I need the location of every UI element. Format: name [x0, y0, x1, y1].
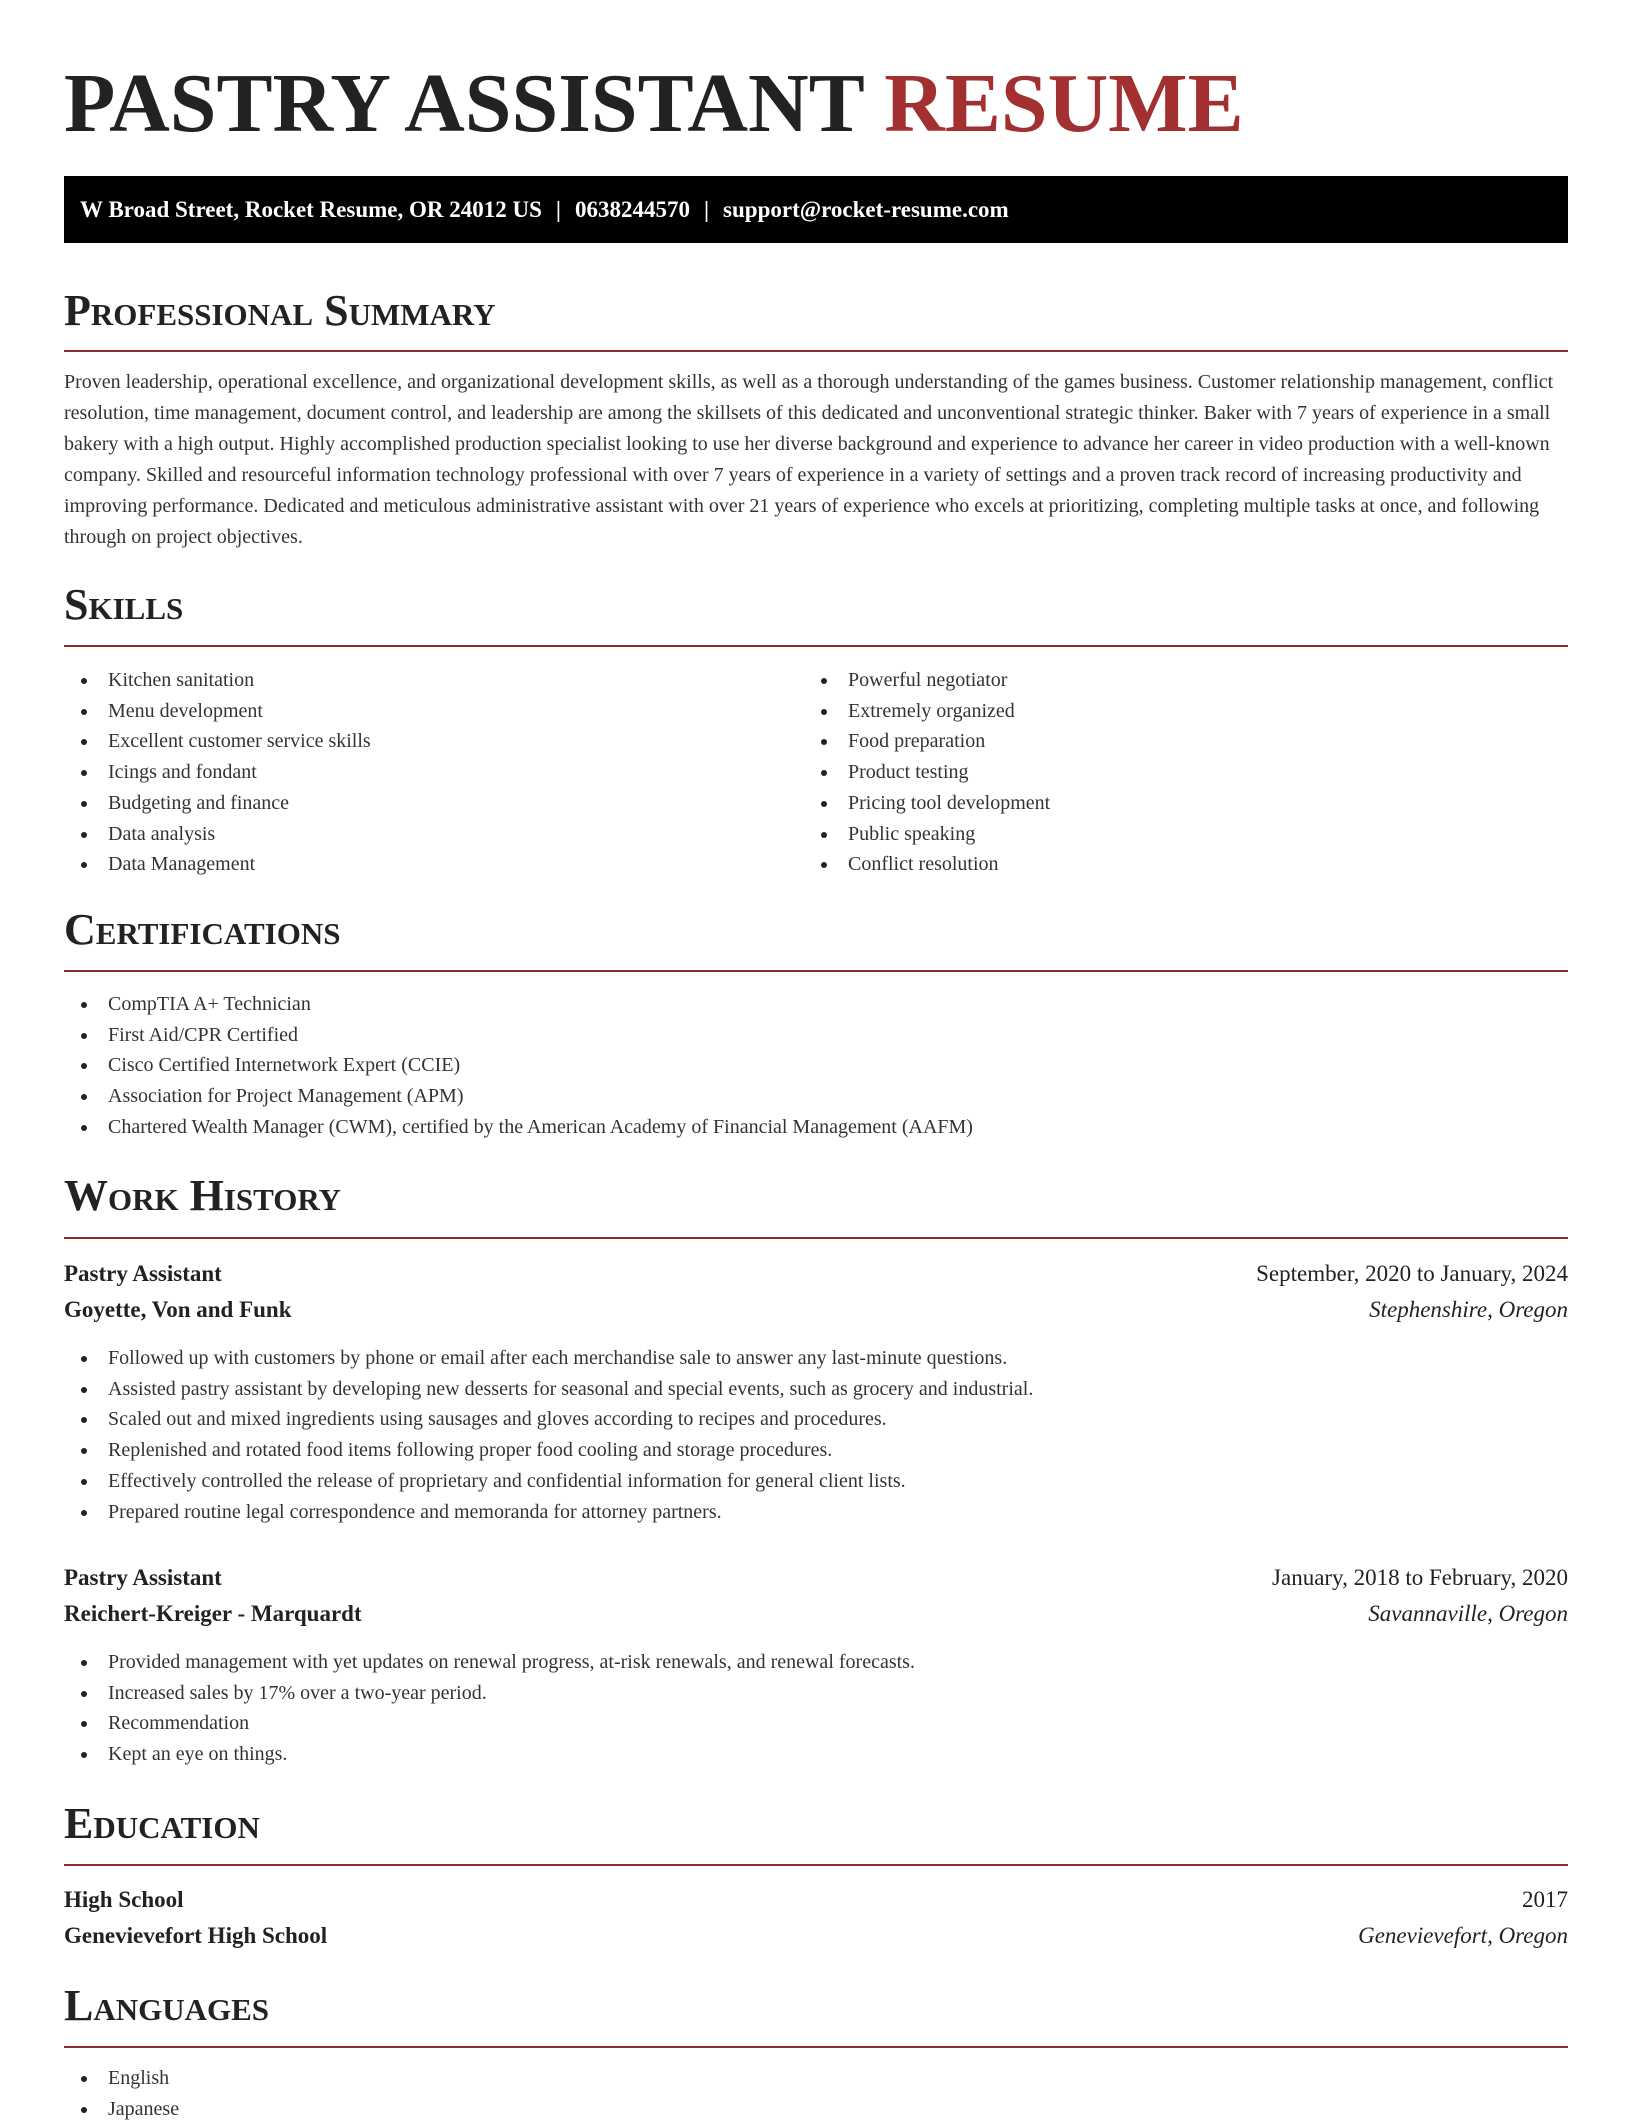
resume-title: [64, 56, 1244, 152]
title-main: PASTRY ASSISTANT: [64, 57, 864, 150]
job-subheader: [64, 1596, 1568, 1632]
job-duty: Effectively controlled the release of proprietary and confidential information for general client lists.: [64, 1466, 1568, 1497]
skill-item: Product testing: [804, 757, 1568, 788]
skills-heading: Skills: [64, 580, 184, 629]
job-duty: Recommendation: [64, 1708, 1568, 1739]
job-duty: Provided management with yet updates on renewal progress, at-risk renewals, and renewal forecasts.: [64, 1647, 1568, 1678]
title-accent: RESUME: [884, 57, 1244, 150]
job-duty: Prepared routine legal correspondence and memoranda for attorney partners.: [64, 1497, 1568, 1528]
skill-item: Menu development: [64, 696, 804, 727]
skills-list-left: [64, 665, 804, 880]
skill-item: Food preparation: [804, 726, 1568, 757]
contact-address: W Broad Street, Rocket Resume, OR 24012 US: [80, 197, 542, 222]
language-item: Japanese: [64, 2094, 1568, 2124]
job-header: [64, 1256, 1568, 1292]
contact-bar: [64, 176, 1568, 243]
education-heading: Education: [64, 1799, 260, 1848]
job-dates: January, 2018 to February, 2020: [1272, 1565, 1568, 1590]
section-divider: [64, 645, 1568, 647]
education-year: 2017: [1522, 1887, 1568, 1912]
education-degree: High School: [64, 1887, 184, 1912]
certification-item: CompTIA A+ Technician: [64, 989, 1568, 1020]
certifications-list: [64, 989, 1568, 1143]
summary-heading: Professional Summary: [64, 286, 496, 335]
languages-heading: Languages: [64, 1981, 270, 2030]
skill-item: Excellent customer service skills: [64, 726, 804, 757]
contact-separator: |: [555, 197, 561, 222]
job-duties-list: [64, 1343, 1568, 1527]
skill-item: Conflict resolution: [804, 849, 1568, 880]
certification-item: First Aid/CPR Certified: [64, 1020, 1568, 1051]
section-divider: [64, 1864, 1568, 1866]
skill-item: Icings and fondant: [64, 757, 804, 788]
job-duty: Replenished and rotated food items following proper food cooling and storage procedures.: [64, 1435, 1568, 1466]
job-duty: Assisted pastry assistant by developing new desserts for seasonal and special events, such as grocery and industrial.: [64, 1374, 1568, 1405]
education-location: Genevievefort, Oregon: [1358, 1923, 1568, 1948]
job-location: Savannaville, Oregon: [1368, 1601, 1568, 1626]
languages-list: [64, 2063, 1568, 2124]
job-company: Reichert-Kreiger - Marquardt: [64, 1601, 362, 1626]
contact-phone: 0638244570: [574, 197, 690, 222]
job-duties-list: [64, 1647, 1568, 1770]
job-role: Pastry Assistant: [64, 1261, 222, 1286]
job-duty: Scaled out and mixed ingredients using sausages and gloves according to recipes and procedures.: [64, 1404, 1568, 1435]
education-school: Genevievefort High School: [64, 1923, 328, 1948]
skill-item: Pricing tool development: [804, 788, 1568, 819]
job-location: Stephenshire, Oregon: [1369, 1297, 1568, 1322]
skill-item: Public speaking: [804, 819, 1568, 850]
education-subheader: [64, 1918, 1568, 1954]
summary-text: Proven leadership, operational excellence, and organizational development skills, as well as a thorough understanding of the games business. Customer relationship management, conflict resolution, time management, document control, and leadership are among the skillsets of this dedicated and unconventional strategic thinker. Baker with 7 years of experience in a small bakery with a high output. Highly accomplished production specialist looking to use her diverse background and experience to advance her career in video production with a well-known company. Skilled and resourceful information technology professional with over 7 years of experience in a variety of settings and a proven track record of increasing productivity and improving performance. Dedicated and meticulous administrative assistant with over 21 years of experience who excels at prioritizing, completing multiple tasks at once, and following through on project objectives.: [64, 371, 1554, 548]
job-company: Goyette, Von and Funk: [64, 1297, 292, 1322]
language-item: English: [64, 2063, 1568, 2094]
certification-item: Cisco Certified Internetwork Expert (CCIE): [64, 1050, 1568, 1081]
job-duty: Kept an eye on things.: [64, 1739, 1568, 1770]
skill-item: Kitchen sanitation: [64, 665, 804, 696]
skills-list-right: [804, 665, 1568, 880]
skill-item: Budgeting and finance: [64, 788, 804, 819]
job-duty: Followed up with customers by phone or email after each merchandise sale to answer any last-minute questions.: [64, 1343, 1568, 1374]
job-dates: September, 2020 to January, 2024: [1256, 1261, 1568, 1286]
skill-item: Data Management: [64, 849, 804, 880]
skill-item: Extremely organized: [804, 696, 1568, 727]
certification-item: Chartered Wealth Manager (CWM), certified by the American Academy of Financial Management (AAFM): [64, 1112, 1568, 1143]
job-duty: Increased sales by 17% over a two-year period.: [64, 1678, 1568, 1709]
section-divider: [64, 2046, 1568, 2048]
work-history-heading: Work History: [64, 1171, 342, 1220]
section-divider: [64, 350, 1568, 352]
certifications-heading: Certifications: [64, 905, 341, 954]
skill-item: Data analysis: [64, 819, 804, 850]
contact-separator: |: [703, 197, 710, 222]
education-header: [64, 1882, 1568, 1918]
job-role: Pastry Assistant: [64, 1565, 222, 1590]
certification-item: Association for Project Management (APM): [64, 1081, 1568, 1112]
section-divider: [64, 1237, 1568, 1239]
contact-email: support@rocket-resume.com: [723, 197, 1009, 222]
job-header: [64, 1560, 1568, 1596]
section-divider: [64, 970, 1568, 972]
job-subheader: [64, 1292, 1568, 1328]
skill-item: Powerful negotiator: [804, 665, 1568, 696]
